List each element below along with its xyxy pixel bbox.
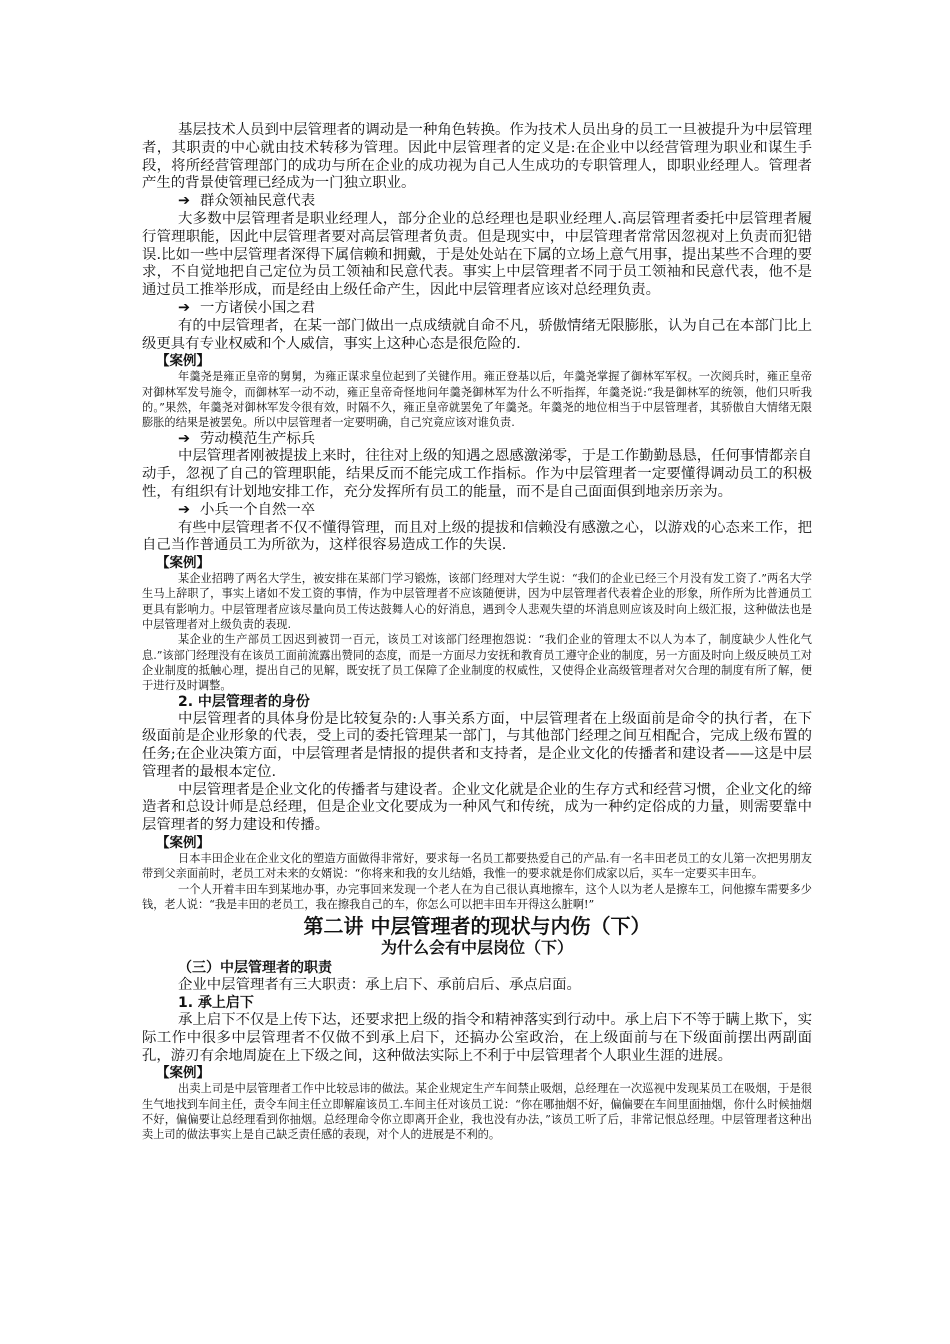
bullet-label: 一方诸侯小国之君	[200, 299, 316, 316]
lecture-subtitle: 为什么会有中层岗位（下）	[380, 938, 573, 958]
paragraph-vassal: 有的中层管理者，在某一部门做出一点成绩就自命不凡，骄傲情绪无限膨胀，认为自己在本部门比上级更具有专业权威和个人威信，事实上这种心态是很危险的.	[142, 317, 812, 352]
section-heading-identity: 2. 中层管理者的身份	[178, 693, 310, 710]
section-heading-duties: （三）中层管理者的职责	[178, 960, 332, 977]
paragraph-soldier: 有些中层管理者不仅不懂得管理，而且对上级的提拔和信赖没有感激之心，以游戏的心态来工作，把自己当作普通员工为所欲为，这样很容易造成工作的失误.	[142, 519, 812, 554]
paragraph-duties: 企业中层管理者有三大职责：承上启下、承前启后、承点启面。	[178, 977, 581, 994]
bullet-label: 小兵一个自然一卒	[200, 501, 316, 518]
bullet-item-vassal	[178, 300, 812, 318]
right-arrow-icon: ➔	[178, 299, 191, 316]
case-text-toyota-2: 一个人开着丰田车到某地办事，办完事回来发现一个老人在为自己很认真地擦车，这个人以为老人是擦车工，问他擦车需要多少钱，老人说：“我是丰田的老员工，我在擦我自己的车，你怎么可以把丰田车开得这么脏啊!”	[142, 882, 812, 911]
right-arrow-icon: ➔	[178, 430, 191, 447]
case-label: 【案例】	[156, 555, 210, 572]
bullet-item-soldier	[178, 502, 812, 520]
case-text-smoking: 出卖上司是中层管理者工作中比较忌讳的做法。某企业规定生产车间禁止吸烟，总经理在一次巡视中发现某员工在吸烟，于是很生气地找到车间主任，责令车间主任立即解雇该员工.车间主任对该员工说：“你在哪抽烟不好，偏偏要在车间里面抽烟，你什么时候抽烟不好，偏偏要让总经理看到你抽烟。总经理命令你立即离开企业，我也没有办法，”该员工听了后，非常记恨总经理。中层管理者这种出卖上司的做法事实上是自己缺乏责任感的表现，对个人的进展是不利的。	[142, 1082, 812, 1142]
section-heading-upper-lower: 1. 承上启下	[178, 995, 254, 1012]
case-text-nian-gengyao: 年羹尧是雍正皇帝的舅舅，为雍正谋求皇位起到了关键作用。雍正登基以后，年羹尧掌握了御林军军权。一次阅兵时，雍正皇帝对御林军发号施令，而御林军一动不动，雍正皇帝奇怪地问年羹尧御林军为什么不听指挥，年羹尧说:“我是御林军的统领，他们只听我的。”果然，年羹尧对御林军发令很有效，时隔不久，雍正皇帝就罢免了年羹尧。年羹尧的地位相当于中层管理者，其骄傲自大情绪无限膨胀的结果是被罢免。所以中层管理者一定要明确，自己究竟应该对谁负责.	[142, 370, 812, 430]
lecture-title: 第二讲 中层管理者的现状与内伤（下）	[303, 914, 651, 939]
case-text-fine: 某企业的生产部员工因迟到被罚一百元，该员工对该部门经理抱怨说：“我们企业的管理太不以人为本了，制度缺少人性化气息.”该部门经理没有在该员工面前流露出赞同的态度，而是一方面尽力安抚和教育员工遵守企业的制度，另一方面及时向上级反映员工对企业制度的抵触心理，提出自己的见解，既安抚了员工保障了企业制度的权威性，又使得企业高级管理者对欠合理的制度有所了解，便于进行及时调整。	[142, 633, 812, 693]
bullet-item-leader	[178, 193, 812, 211]
case-label: 【案例】	[156, 1065, 210, 1082]
paragraph-identity: 中层管理者的具体身份是比较复杂的:人事关系方面，中层管理者在上级面前是命令的执行者，在下级面前是企业形象的代表，受上司的委托管理某一部门，与其他部门经理之间互相配合，完成上级布置的任务;在企业决策方面，中层管理者是情报的提供者和支持者，是企业文化的传播者和建设者——这是中层管理者的最根本定位.	[142, 710, 812, 780]
case-label: 【案例】	[156, 353, 210, 370]
case-label: 【案例】	[156, 835, 210, 852]
paragraph-upper-lower: 承上启下不仅是上传下达，还要求把上级的指令和精神落实到行动中。承上启下不等于瞒上欺下，实际工作中很多中层管理者不仅做不到承上启下，还搞办公室政治，在上级面前与在下级面前摆出两副面孔，游刃有余地周旋在上下级之间，这种做法实际上不利于中层管理者个人职业生涯的进展。	[142, 1012, 812, 1064]
case-text-toyota-1: 日本丰田企业在企业文化的塑造方面做得非常好，要求每一名员工都要热爱自己的产品.有一名丰田老员工的女儿第一次把男朋友带到父亲面前时，老员工对未来的女婿说：“你将来和我的女儿结婚，我惟一的要求就是你们成家以后，买车一定要买丰田车。	[142, 852, 812, 881]
paragraph-role-shift: 基层技术人员到中层管理者的调动是一种角色转换。作为技术人员出身的员工一旦被提升为中层管理者，其职责的中心就由技术转移为管理。因此中层管理者的定义是:在企业中以经营管理为职业和谋生手段，将所经营管理部门的成功与所在企业的成功视为自己人生成功的专职管理人，即职业经理人。管理者产生的背景使管理已经成为一门独立职业。	[142, 122, 812, 192]
bullet-label: 群众领袖民意代表	[200, 193, 316, 210]
case-text-graduates: 某企业招聘了两名大学生，被安排在某部门学习锻炼，该部门经理对大学生说：“我们的企业已经三个月没有发工资了.”两名大学生马上辞职了，事实上诸如不发工资的事情，作为中层管理者不应该随便讲，因为中层管理者代表着企业的形象，所作所为比普通员工更具有影响力。中层管理者应该尽量向员工传达鼓舞人心的好消息，遇到令人悲观失望的坏消息则应该及时向上级汇报，这种做法也是中层管理者对上级负责的表现.	[142, 572, 812, 632]
right-arrow-icon: ➔	[178, 193, 191, 210]
paragraph-leader: 大多数中层管理者是职业经理人，部分企业的总经理也是职业经理人.高层管理者委托中层管理者履行管理职能，因此中层管理者要对高层管理者负责。但是现实中，中层管理者常常因忽视对上负责而犯错误.比如一些中层管理者深得下属信赖和拥戴，于是处处站在下属的立场上意气用事，提出某些不合理的要求，不自觉地把自己定位为员工领袖和民意代表。事实上中层管理者不同于员工领袖和民意代表，他不是通过员工推举形成，而是经由上级任命产生，因此中层管理者应该对总经理负责。	[142, 210, 812, 299]
right-arrow-icon: ➔	[178, 501, 191, 518]
paragraph-model-worker: 中层管理者刚被提拔上来时，往往对上级的知遇之恩感激涕零，于是工作勤勤恳恳，任何事情都亲自动手，忽视了自己的管理职能，结果反而不能完成工作指标。作为中层管理者一定要懂得调动员工的积极性，有组织有计划地安排工作，充分发挥所有员工的能量，而不是自己面面俱到地亲历亲为。	[142, 448, 812, 500]
paragraph-culture: 中层管理者是企业文化的传播者与建设者。企业文化就是企业的生存方式和经营习惯，企业文化的缔造者和总设计师是总经理，但是企业文化要成为一种风气和传统，成为一种约定俗成的力量，则需要靠中层管理者的努力建设和传播。	[142, 781, 812, 834]
bullet-item-model-worker	[178, 431, 812, 449]
bullet-label: 劳动模范生产标兵	[200, 430, 316, 447]
document-page	[142, 122, 812, 1143]
